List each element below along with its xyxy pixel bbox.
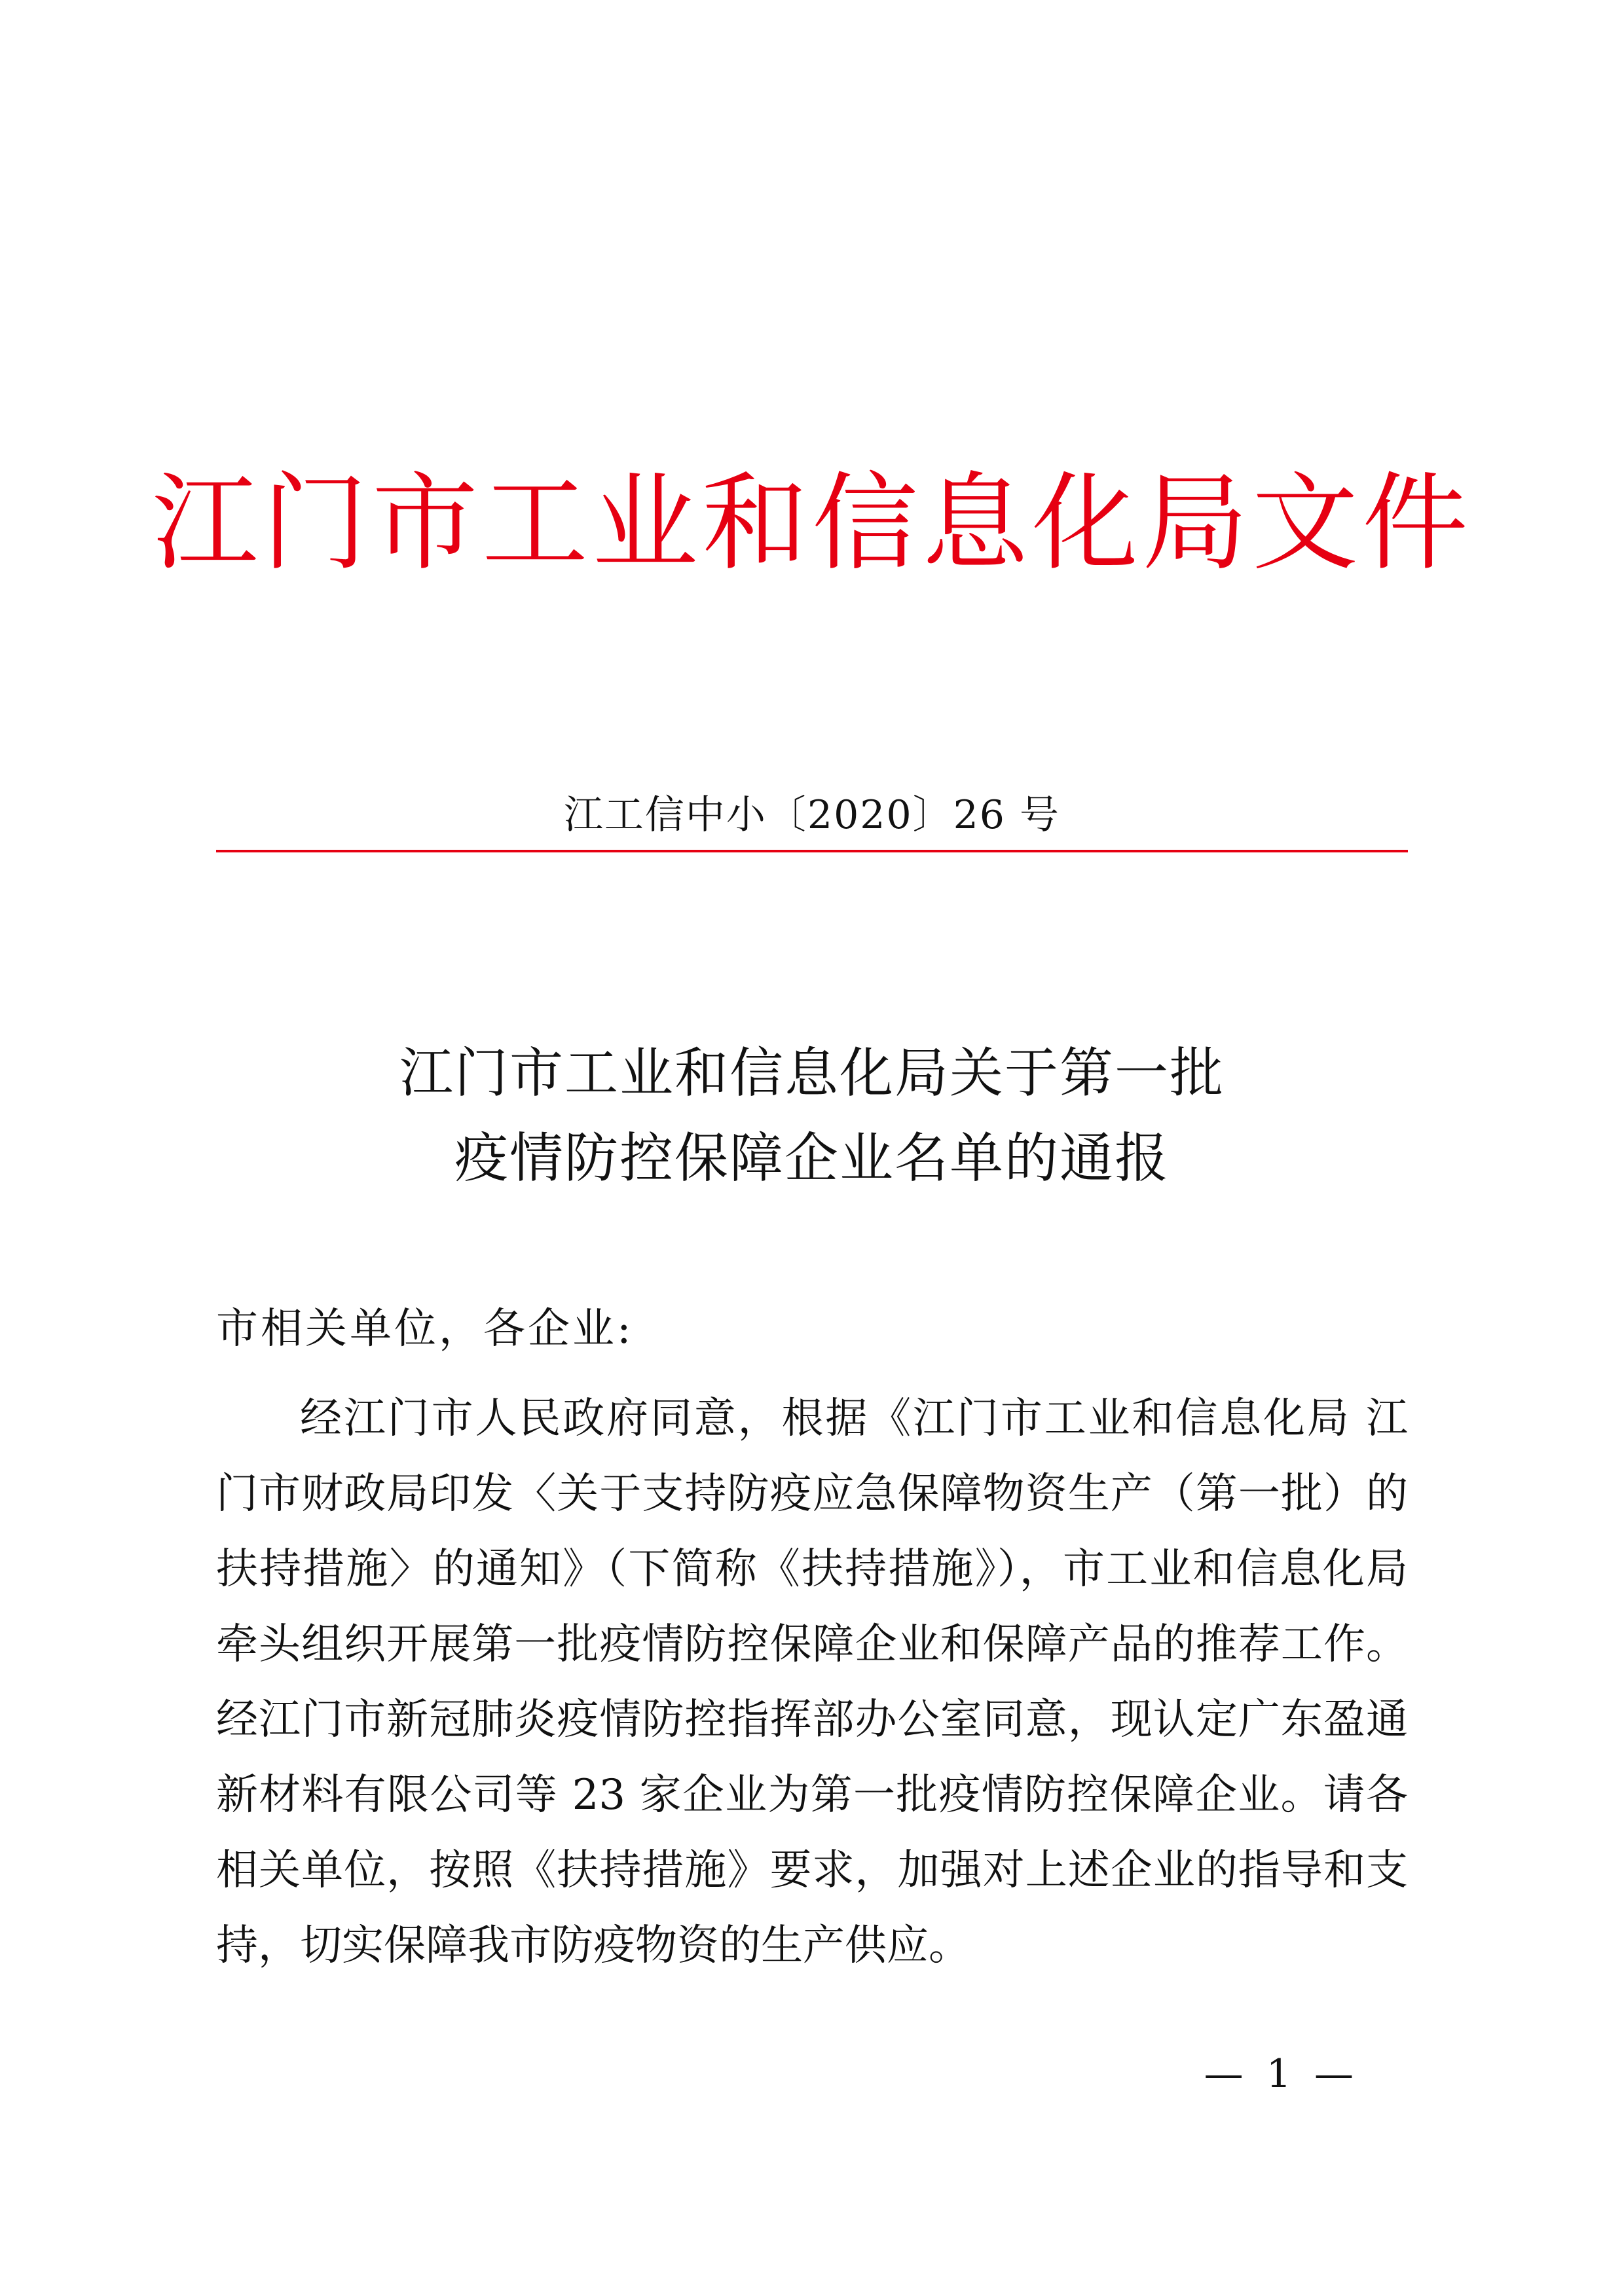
body-line: 经江门市人民政府同意，根据《江门市工业和信息化局 江 [300,1394,1408,1443]
page-number: — 1 — [1204,2051,1359,2097]
notice-title-line-2: 疫情防控保障企业名单的通报 [454,1127,1170,1190]
body-line: 经江门市新冠肺炎疫情防控指挥部办公室同意，现认定广东盈通 [216,1696,1408,1744]
body-line: 持，切实保障我市防疫物资的生产供应。 [216,1922,970,1970]
notice-title [0,1031,1624,1201]
document-header-title: 江门市工业和信息化局文件 [152,462,1472,585]
body-paragraph [216,1381,1408,1984]
red-divider-line [216,850,1408,852]
document-number: 江工信中小〔2020〕26 号 [563,792,1061,838]
body-line: 新材料有限公司等 23 家企业为第一批疫情防控保障企业。请各 [216,1771,1408,1819]
body-line: 相关单位，按照《扶持措施》要求，加强对上述企业的指导和支 [216,1846,1408,1895]
salutation: 市相关单位，各企业: [216,1305,634,1353]
notice-title-line-1: 江门市工业和信息化局关于第一批 [399,1042,1225,1104]
body-line: 牵头组织开展第一批疫情防控保障企业和保障产品的推荐工作。 [216,1620,1408,1669]
body-line: 扶持措施〉的通知》（下简称《扶持措施》），市工业和信息化局 [216,1545,1408,1594]
body-line: 门市财政局印发〈关于支持防疫应急保障物资生产（第一批）的 [216,1470,1408,1518]
